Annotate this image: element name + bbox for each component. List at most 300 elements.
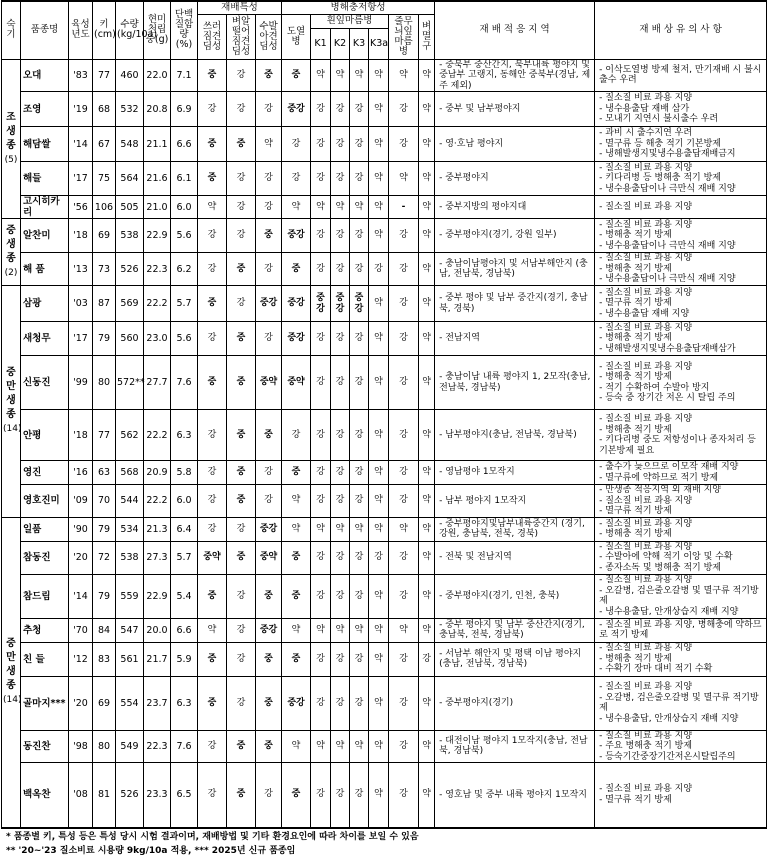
variety-name: 영호진미	[21, 485, 69, 518]
rating-k1: 강	[311, 92, 331, 127]
rating-blast: 강	[282, 410, 311, 461]
variety-name: 조영	[21, 92, 69, 127]
rating-blast: 약	[282, 730, 311, 763]
rating-blast: 중	[282, 763, 311, 828]
notes-cell	[595, 162, 767, 196]
variety-name: 영진	[21, 461, 69, 485]
protein-cell: 6.2	[171, 253, 198, 286]
rating-planthopper: 약	[419, 322, 435, 356]
region-cell: - 중북부 중산간지, 북부내륙 평야지 및 중남부 고랭지, 동해안 중북부(경남, 제주 제외)	[435, 59, 595, 92]
notes-cell	[595, 253, 767, 286]
rating-blast: 약	[282, 485, 311, 518]
rating-blast: 중강	[282, 219, 311, 253]
rating-k2: 강	[331, 127, 350, 162]
protein-cell: 6.5	[171, 763, 198, 828]
year-cell: '13	[69, 253, 93, 286]
yield-cell: 505	[116, 196, 144, 219]
rating-lodging: 중	[198, 642, 227, 676]
table-row	[2, 196, 767, 219]
year-cell: '56	[69, 196, 93, 219]
rating-lodging: 중	[198, 574, 227, 618]
rating-k1: 강	[311, 642, 331, 676]
rating-stripe: 강	[389, 410, 419, 461]
maturity-group-cell	[2, 219, 21, 286]
table-row	[2, 763, 767, 828]
note-line: - 질소질 비료 과용 지양	[599, 495, 693, 506]
header-grain-weight: 현미천립중(g)	[144, 1, 171, 59]
rating-lodging: 강	[198, 322, 227, 356]
rating-k3a: 약	[369, 485, 389, 518]
rating-k3: 강	[350, 642, 369, 676]
protein-cell: 6.0	[171, 485, 198, 518]
year-cell: '09	[69, 485, 93, 518]
protein-cell: 6.6	[171, 618, 198, 642]
grain-weight-cell: 23.7	[144, 676, 171, 730]
rating-k3a: 약	[369, 574, 389, 618]
rating-k3a: 약	[369, 219, 389, 253]
protein-cell: 5.9	[171, 642, 198, 676]
rating-planthopper: 약	[419, 730, 435, 763]
note-line: - 질소질 비료 과용 지양	[599, 219, 693, 230]
region-cell: - 대전이남 평야지 1모작지(충남, 전남북, 경남북)	[435, 730, 595, 763]
grain-weight-cell: 20.0	[144, 618, 171, 642]
header-notes: 재 배 상 유 의 사 항	[595, 1, 767, 59]
grain-weight-cell: 21.7	[144, 642, 171, 676]
year-cell: '16	[69, 461, 93, 485]
year-cell: '12	[69, 642, 93, 676]
rating-planthopper: 약	[419, 574, 435, 618]
rating-blast: 중	[282, 642, 311, 676]
note-line: - 멸구류 적기 방제	[599, 794, 672, 805]
region-cell: - 영호남 및 중부 내륙 평야지 1모작지	[435, 763, 595, 828]
header-variety: 품종명	[21, 1, 69, 59]
rating-planthopper: 약	[419, 461, 435, 485]
header-k2: K2	[331, 28, 350, 59]
table-row	[2, 485, 767, 518]
rating-shattering: 중	[227, 763, 256, 828]
maturity-group-count: (2)	[4, 268, 18, 278]
rating-preharvest: 강	[256, 196, 282, 219]
height-cell: 68	[93, 92, 116, 127]
rating-lodging: 약	[198, 196, 227, 219]
rating-blast: 중강	[282, 286, 311, 322]
protein-cell: 7.6	[171, 356, 198, 410]
rating-k3: 약	[350, 618, 369, 642]
notes-cell	[595, 92, 767, 127]
rating-k3: 강	[350, 541, 369, 574]
year-cell: '14	[69, 574, 93, 618]
note-line: - 멸구류 적기 방제	[599, 298, 672, 309]
header-region: 재 배 적 응 지 역	[435, 1, 595, 59]
header-stripe: 줄무늬잎마름병	[389, 14, 419, 59]
rating-k1: 강	[311, 574, 331, 618]
rating-planthopper: 약	[419, 618, 435, 642]
yield-cell: 561	[116, 642, 144, 676]
height-cell: 80	[93, 730, 116, 763]
rating-lodging: 강	[198, 92, 227, 127]
notes-cell	[595, 763, 767, 828]
rating-preharvest: 중강	[256, 286, 282, 322]
notes-cell	[595, 730, 767, 763]
rating-shattering: 강	[227, 92, 256, 127]
variety-name: 안평	[21, 410, 69, 461]
grain-weight-cell: 21.0	[144, 196, 171, 219]
rating-k3: 강	[350, 322, 369, 356]
rating-lodging: 강	[198, 461, 227, 485]
rating-stripe: 강	[389, 642, 419, 676]
footnote-2: ** '20~'23 질소비료 시용량 9kg/10a 적용, *** 2025년 신규 품종임	[6, 845, 296, 856]
note-line: - 만생종 적응지역 외 재배 지양	[599, 485, 721, 495]
note-line: - 등숙기간중장기간저온시탈립주의	[599, 751, 736, 762]
notes-cell	[595, 618, 767, 642]
rating-stripe: 강	[389, 461, 419, 485]
rating-stripe: 강	[389, 253, 419, 286]
rating-k2: 강	[331, 253, 350, 286]
yield-cell: 532	[116, 92, 144, 127]
height-cell: 87	[93, 286, 116, 322]
rating-shattering: 강	[227, 618, 256, 642]
notes-cell	[595, 356, 767, 410]
protein-cell: 7.1	[171, 59, 198, 92]
rating-blast: 중	[282, 59, 311, 92]
rating-stripe: 강	[389, 356, 419, 410]
rating-k3a: 약	[369, 730, 389, 763]
rating-k3a: 약	[369, 286, 389, 322]
rating-lodging: 강	[198, 730, 227, 763]
year-cell: '83	[69, 59, 93, 92]
note-line: - 이삭도열병 방제 철저, 만기재배 시 불시출수 우려	[599, 64, 762, 86]
rating-k1: 약	[311, 517, 331, 541]
note-line: - 오갈병, 검은줄오갈병 및 멸구류 적기방제	[599, 585, 759, 606]
grain-weight-cell: 21.6	[144, 162, 171, 196]
rating-stripe: 약	[389, 162, 419, 196]
height-cell: 67	[93, 127, 116, 162]
maturity-group-label: 중생종	[6, 225, 16, 264]
variety-name: 고시히카리	[21, 196, 69, 219]
grain-weight-cell: 22.3	[144, 253, 171, 286]
rating-shattering: 강	[227, 676, 256, 730]
rating-blast: 약	[282, 517, 311, 541]
rating-planthopper: 약	[419, 356, 435, 410]
variety-name: 친 들	[21, 642, 69, 676]
rating-planthopper: 약	[419, 410, 435, 461]
header-planthopper: 벼멸구	[419, 14, 435, 59]
notes-cell	[595, 127, 767, 162]
rating-planthopper: 약	[419, 59, 435, 92]
region-cell: - 영남평야 1모작지	[435, 461, 595, 485]
protein-cell: 6.0	[171, 196, 198, 219]
rating-k3a: 약	[369, 517, 389, 541]
rating-k3: 강	[350, 763, 369, 828]
rating-k1: 강	[311, 676, 331, 730]
rating-k1: 강	[311, 541, 331, 574]
variety-name: 참동진	[21, 541, 69, 574]
rating-stripe: 강	[389, 322, 419, 356]
rating-k3a: 강	[369, 253, 389, 286]
rating-blast: 강	[282, 127, 311, 162]
protein-cell: 5.4	[171, 574, 198, 618]
rating-k3: 강	[350, 253, 369, 286]
rating-planthopper: 약	[419, 92, 435, 127]
footnote-1: * 품종별 키, 특성 등은 특성 당시 시험 결과이며, 재배방법 및 기타 환경요인에 따라 차이를 보일 수 있음	[6, 831, 419, 842]
rating-k3: 강	[350, 92, 369, 127]
rating-blast: 중	[282, 574, 311, 618]
yield-cell: 538	[116, 541, 144, 574]
note-line: - 질소질 비료 과용 지양	[599, 287, 693, 298]
rating-k3a: 약	[369, 642, 389, 676]
region-cell: - 중부평야지(경기, 인천, 충북)	[435, 574, 595, 618]
notes-cell	[595, 322, 767, 356]
notes-cell	[595, 574, 767, 618]
rating-planthopper: 약	[419, 286, 435, 322]
rating-shattering: 중	[227, 410, 256, 461]
yield-cell: 526	[116, 763, 144, 828]
variety-name: 해들	[21, 162, 69, 196]
rating-stripe: 강	[389, 92, 419, 127]
notes-cell	[595, 517, 767, 541]
region-cell: - 전북 및 전남지역	[435, 541, 595, 574]
rating-k3: 강	[350, 162, 369, 196]
variety-name: 알찬미	[21, 219, 69, 253]
rating-blast: 중	[282, 461, 311, 485]
rating-preharvest: 강	[256, 461, 282, 485]
notes-cell	[595, 541, 767, 574]
note-line: - 질소질 비료 과용 지양	[599, 93, 693, 104]
rating-k2: 강	[331, 410, 350, 461]
table-row	[2, 286, 767, 322]
note-line: - 수발아에 약해 적기 이앙 및 수확	[599, 552, 733, 563]
height-cell: 72	[93, 541, 116, 574]
yield-cell: 568	[116, 461, 144, 485]
rating-planthopper: 약	[419, 676, 435, 730]
note-line: - 출수가 늦으므로 이모작 재배 지양	[599, 462, 739, 472]
yield-cell: 534	[116, 517, 144, 541]
notes-cell	[595, 485, 767, 518]
header-shattering: 벼알떨어짐견딤성	[227, 14, 256, 59]
rating-lodging: 중	[198, 286, 227, 322]
rating-planthopper: 약	[419, 196, 435, 219]
table-row	[2, 127, 767, 162]
rating-blast: 약	[282, 196, 311, 219]
rating-k3: 중강	[350, 286, 369, 322]
variety-name: 참드림	[21, 574, 69, 618]
yield-cell: 544	[116, 485, 144, 518]
rating-shattering: 중	[227, 322, 256, 356]
rating-preharvest: 중	[256, 676, 282, 730]
protein-cell: 6.6	[171, 127, 198, 162]
rating-shattering: 강	[227, 162, 256, 196]
yield-cell: 559	[116, 574, 144, 618]
rating-lodging: 약	[198, 618, 227, 642]
rating-k2: 강	[331, 92, 350, 127]
grain-weight-cell: 23.3	[144, 763, 171, 828]
rating-k3a: 약	[369, 162, 389, 196]
maturity-group-cell	[2, 59, 21, 219]
rating-preharvest: 중강	[256, 618, 282, 642]
rating-k3: 약	[350, 196, 369, 219]
rating-stripe: 강	[389, 676, 419, 730]
grain-weight-cell: 27.7	[144, 356, 171, 410]
rating-planthopper: 약	[419, 219, 435, 253]
year-cell: '14	[69, 127, 93, 162]
rating-planthopper: 약	[419, 517, 435, 541]
rating-k1: 강	[311, 461, 331, 485]
note-line: - 키다리병 등 병해충 적기 방제	[599, 173, 721, 184]
rating-k3: 강	[350, 127, 369, 162]
grain-weight-cell: 22.3	[144, 730, 171, 763]
region-cell: - 중부평야지(경기, 강원 일부)	[435, 219, 595, 253]
variety-name: 새청무	[21, 322, 69, 356]
protein-cell: 7.6	[171, 730, 198, 763]
note-line: - 병해충 적기 방제	[599, 372, 672, 382]
region-cell: - 남부평야지(충남, 전남북, 경남북)	[435, 410, 595, 461]
note-line: - 냉해발생지및냉수용출답재배삼가	[599, 343, 736, 354]
grain-weight-cell: 22.2	[144, 286, 171, 322]
note-line: - 냉수용출답이나 극만식 재배 지양	[599, 274, 736, 285]
note-line: - 질소질 비료 과용 지양	[599, 253, 693, 264]
rating-preharvest: 중약	[256, 356, 282, 410]
rating-blast: 강	[282, 162, 311, 196]
note-line: - 등숙 중 장기간 저온 시 탈립 주의	[599, 393, 736, 403]
note-line: - 멸구류 등 해충 적기 기본방제	[599, 138, 721, 149]
notes-cell	[595, 286, 767, 322]
rating-lodging: 중약	[198, 541, 227, 574]
header-lodging: 쓰러짐견딤성	[198, 14, 227, 59]
note-line: - 냉수용출답 재배 지양	[599, 308, 690, 319]
year-cell: '18	[69, 219, 93, 253]
rating-k2: 강	[331, 574, 350, 618]
note-line: - 질소질 비료 과용 지양	[599, 541, 693, 552]
maturity-group-count: (14)	[3, 695, 22, 705]
rating-preharvest: 중강	[256, 517, 282, 541]
height-cell: 63	[93, 461, 116, 485]
note-line: - 병해충 적기 방제	[599, 263, 672, 274]
rating-planthopper: 약	[419, 485, 435, 518]
region-cell: - 충남이남평야지 및 서남부해안지 (충남, 전남북, 경남북)	[435, 253, 595, 286]
rating-lodging: 강	[198, 485, 227, 518]
note-line: - 질소질 비료 과용 지양	[599, 784, 693, 795]
rating-shattering: 중	[227, 461, 256, 485]
header-k1: K1	[311, 28, 331, 59]
protein-cell: 5.7	[171, 286, 198, 322]
rating-preharvest: 강	[256, 92, 282, 127]
rating-k3a: 강	[369, 541, 389, 574]
rating-k2: 약	[331, 517, 350, 541]
rating-preharvest: 약	[256, 127, 282, 162]
rating-k3a: 약	[369, 127, 389, 162]
table-row	[2, 356, 767, 410]
region-cell: - 중부지방의 평야지대	[435, 196, 595, 219]
rating-stripe: 강	[389, 127, 419, 162]
note-line: - 질소질 비료 과용 지양	[599, 682, 693, 692]
header-k3: K3	[350, 28, 369, 59]
rating-preharvest: 강	[256, 162, 282, 196]
year-cell: '17	[69, 322, 93, 356]
rating-k1: 약	[311, 730, 331, 763]
rating-shattering: 중	[227, 253, 256, 286]
table-row	[2, 410, 767, 461]
rating-k3a: 약	[369, 410, 389, 461]
grain-weight-cell: 22.0	[144, 59, 171, 92]
year-cell: '03	[69, 286, 93, 322]
rating-k3a: 약	[369, 618, 389, 642]
maturity-group-label: 조생종	[6, 111, 16, 151]
yield-cell: 560	[116, 322, 144, 356]
rating-stripe: 강	[389, 485, 419, 518]
rating-lodging: 강	[198, 410, 227, 461]
table-row	[2, 574, 767, 618]
variety-name: 해담쌀	[21, 127, 69, 162]
note-line: - 병해충 적기 방제	[599, 529, 672, 539]
note-line: - 질소질 비료 과용 지양	[599, 730, 693, 741]
rating-k3a: 약	[369, 461, 389, 485]
rating-k2: 강	[331, 162, 350, 196]
note-line: - 질소질 비료 과용 지양	[599, 575, 693, 585]
region-cell: - 영·호남 평야지	[435, 127, 595, 162]
rating-k1: 중강	[311, 286, 331, 322]
note-line: - 냉해발생지및냉수용출답재배금지	[599, 149, 736, 160]
rating-k1: 강	[311, 485, 331, 518]
region-cell: - 중부평야지	[435, 162, 595, 196]
rating-blast: 중약	[282, 356, 311, 410]
table-row	[2, 322, 767, 356]
grain-weight-cell: 22.9	[144, 219, 171, 253]
note-line: - 질소질 비료 과용 지양	[599, 162, 693, 173]
rating-shattering: 강	[227, 196, 256, 219]
yield-cell: 562	[116, 410, 144, 461]
table-row	[2, 92, 767, 127]
rating-lodging: 중	[198, 127, 227, 162]
rating-k2: 강	[331, 485, 350, 518]
note-line: - 멸구류에 약하므로 적기 방제	[599, 472, 719, 483]
height-cell: 69	[93, 219, 116, 253]
table-row	[2, 219, 767, 253]
rating-blast: 중	[282, 541, 311, 574]
rating-k2: 강	[331, 219, 350, 253]
region-cell: - 중부 평야 및 남부 중간지(경기, 충남북, 경북)	[435, 286, 595, 322]
header-blight-group: 흰잎마름병	[311, 14, 389, 28]
rating-k3a: 약	[369, 59, 389, 92]
yield-cell: 569	[116, 286, 144, 322]
table-row	[2, 461, 767, 485]
grain-weight-cell: 22.9	[144, 574, 171, 618]
grain-weight-cell: 21.1	[144, 127, 171, 162]
yield-cell: 547	[116, 618, 144, 642]
year-cell: '90	[69, 517, 93, 541]
rating-k2: 강	[331, 642, 350, 676]
rating-k3: 강	[350, 410, 369, 461]
rating-k1: 강	[311, 162, 331, 196]
protein-cell: 5.6	[171, 219, 198, 253]
height-cell: 106	[93, 196, 116, 219]
rating-shattering: 중	[227, 356, 256, 410]
header-maturity: 숙기	[2, 1, 21, 59]
rating-lodging: 중	[198, 356, 227, 410]
note-line: - 키다리병 중도 저항성이나 종자처리 등 기본방제 필요	[599, 435, 756, 456]
maturity-group-count: (5)	[4, 154, 18, 165]
rating-lodging: 중	[198, 59, 227, 92]
rating-blast: 약	[282, 618, 311, 642]
rating-preharvest: 강	[256, 485, 282, 518]
table-row	[2, 541, 767, 574]
rating-k2: 강	[331, 461, 350, 485]
variety-name: 골마지***	[21, 676, 69, 730]
rating-preharvest: 중	[256, 410, 282, 461]
rating-k3: 강	[350, 676, 369, 730]
table-row	[2, 618, 767, 642]
rating-blast: 중강	[282, 322, 311, 356]
variety-name: 백옥찬	[21, 763, 69, 828]
